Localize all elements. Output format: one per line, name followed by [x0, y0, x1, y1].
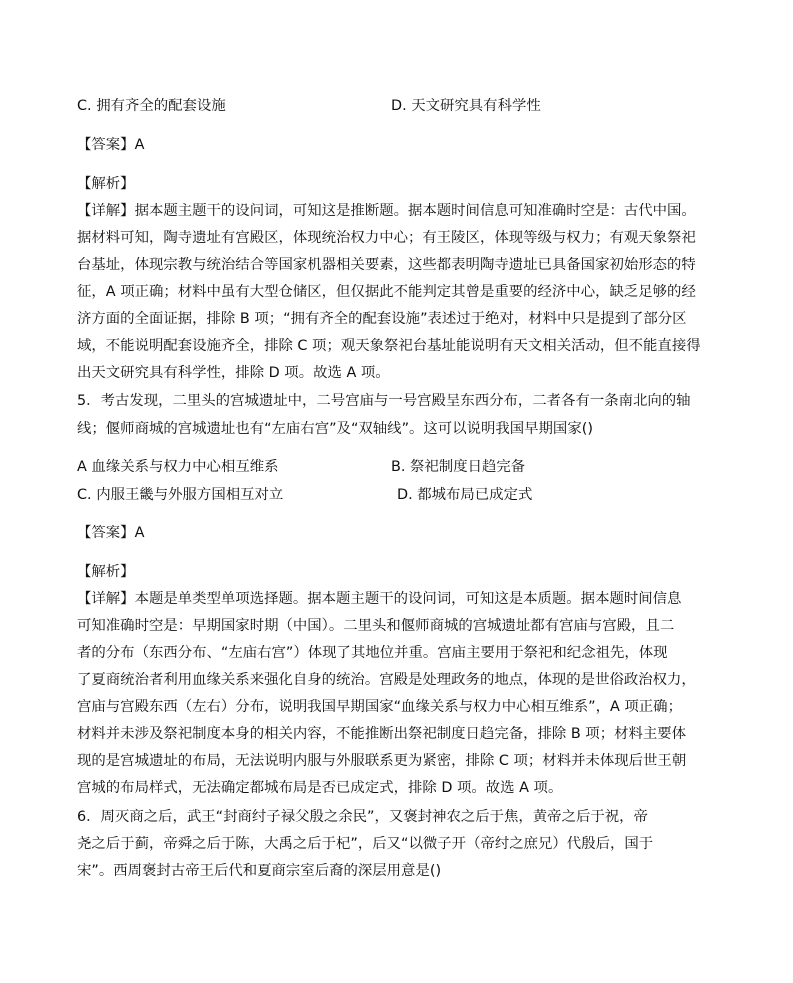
- q4-option-c: C. 拥有齐全的配套设施: [77, 98, 226, 114]
- q5-detail-line: 【详解】本题是单类型单项选择题。据本题主题干的设问词，可知这是本质题。据本题时间信息: [77, 591, 682, 607]
- q4-detail-line: 出天文研究具有科学性，排除 D 项。故选 A 项。: [77, 365, 390, 381]
- q5-detail-line: 现的是宫城遗址的布局，无法说明内服与外服联系更为紧密，排除 C 项；材料并未体现后世王朝: [77, 753, 687, 769]
- q5-option-b: B. 祭祀制度日趋完备: [391, 459, 526, 475]
- q4-detail-line: 台基址，体现宗教与统治结合等国家机器相关要素，这些都表明陶寺遗址已具备国家初始形态的特: [77, 257, 696, 273]
- q4-detail-line: 域，不能说明配套设施齐全，排除 C 项；观天象祭祀台基址能说明有天文相关活动，但不能直接得: [77, 338, 701, 354]
- q5-detail-line: 材料并未涉及祭祀制度本身的相关内容，不能推断出祭祀制度日趋完备，排除 B 项；材料主要体: [77, 726, 687, 742]
- q5-analysis-title: 【解析】: [77, 564, 135, 580]
- q5-option-a: A 血缘关系与权力中心相互维系: [77, 459, 279, 475]
- q5-option-d: D. 都城布局已成定式: [397, 487, 533, 503]
- q4-detail-line: 征，A 项正确；材料中虽有大型仓储区，但仅据此不能判定其曾是重要的经济中心，缺乏足够的经: [77, 284, 696, 300]
- q5-detail-line: 了夏商统治者利用血缘关系来强化自身的统治。宫殿是处理政务的地点，体现的是世俗政治权力，: [77, 672, 696, 688]
- q4-detail-line: 据材料可知，陶寺遗址有宫殿区，体现统治权力中心；有王陵区，体现等级与权力；有观天象祭祀: [77, 230, 696, 246]
- q4-option-d: D. 天文研究具有科学性: [391, 98, 541, 114]
- q6-stem-line: 6．周灭商之后，武王“封商纣子禄父殷之余民”，又褒封神农之后于焦，黄帝之后于祝，帝: [77, 809, 648, 825]
- q5-option-c: C. 内服王畿与外服方国相互对立: [77, 487, 284, 503]
- q6-stem-line: 宋”。西周褒封古帝王后代和夏商宗室后裔的深层用意是(): [77, 863, 442, 879]
- q4-detail-line: 【详解】据本题主题干的设问词，可知这是推断题。据本题时间信息可知准确时空是：古代中国。: [77, 203, 696, 219]
- q5-detail-line: 宫庙与宫殿东西（左右）分布，说明我国早期国家“血缘关系与权力中心相互维系”，A 项正确；: [77, 699, 682, 715]
- q5-detail-line: 宫城的布局样式，无法确定都城布局是否已成定式，排除 D 项。故选 A 项。: [77, 780, 563, 796]
- q5-detail-line: 可知准确时空是：早期国家时期（中国）。二里头和偃师商城的宫城遗址都有宫庙与宫殿，且二: [77, 618, 675, 634]
- q5-stem-line: 线；偃师商城的宫城遗址也有“左庙右宫”及“双轴线”。这可以说明我国早期国家(): [77, 421, 593, 437]
- q4-detail-line: 济方面的全面证据，排除 B 项；“拥有齐全的配套设施”表述过于绝对，材料中只是提到了部分区: [77, 311, 687, 327]
- q5-answer: 【答案】A: [77, 525, 145, 541]
- q4-answer: 【答案】A: [77, 137, 145, 153]
- q5-detail-line: 者的分布（东西分布、“左庙右宫”）体现了其地位并重。宫庙主要用于祭祀和纪念祖先，体现: [77, 645, 668, 661]
- q6-stem-line: 尧之后于蓟，帝舜之后于陈，大禹之后于杞”，后又“以微子开（帝纣之庶兄）代殷后，国于: [77, 836, 654, 852]
- q4-analysis-title: 【解析】: [77, 176, 135, 192]
- q5-stem-line: 5．考古发现，二里头的宫城遗址中，二号宫庙与一号宫殿呈东西分布，二者各有一条南北向的轴: [77, 393, 691, 409]
